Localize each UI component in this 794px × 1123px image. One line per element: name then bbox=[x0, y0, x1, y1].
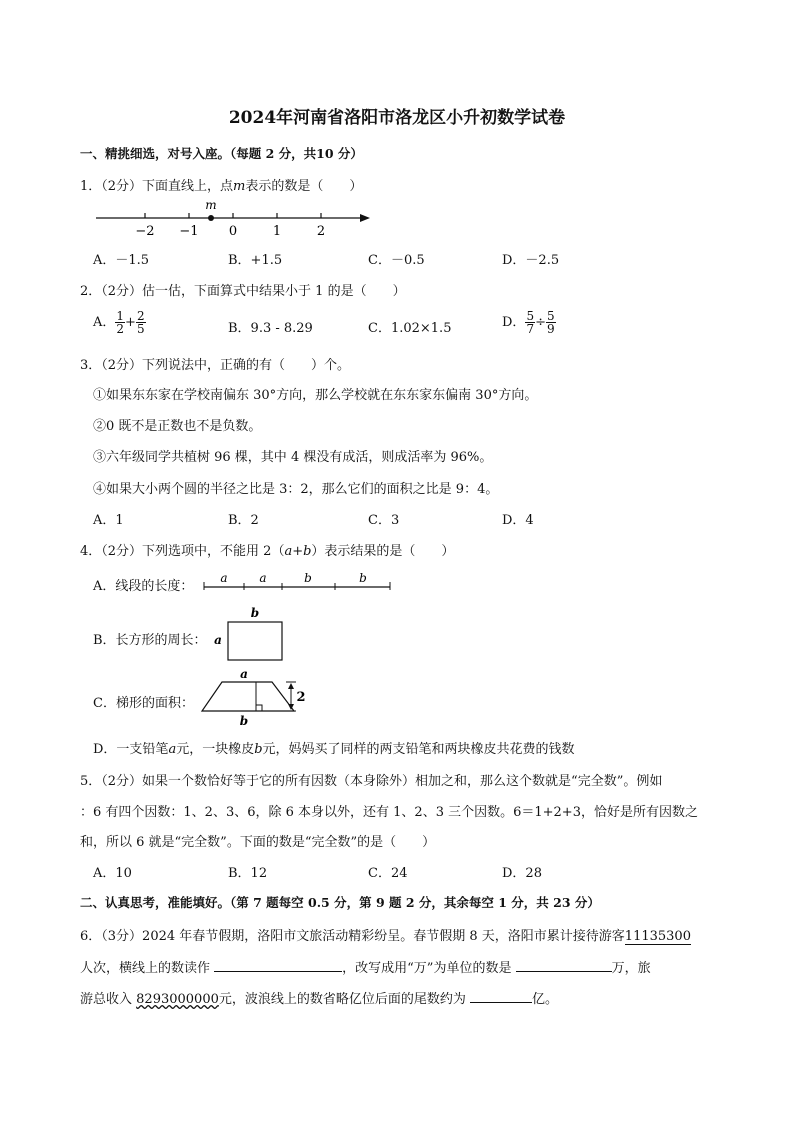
question-3-stem: 3．（2分）下列说法中，正确的有（ ）个。 bbox=[80, 358, 351, 373]
number-line bbox=[90, 195, 380, 245]
q2-option-c[interactable]: C．1.02×1.5 bbox=[368, 321, 452, 336]
q3-statement-3: ③六年级同学共植树 96 棵，其中 4 棵没有成活，则成活率为 96%。 bbox=[93, 450, 493, 465]
q2-option-b[interactable]: B．9.3 - 8.29 bbox=[228, 321, 313, 336]
blank-read-number[interactable] bbox=[214, 957, 342, 972]
visitor-count: 11135300 bbox=[624, 929, 691, 944]
question-6-line-3: 游总收入 8293000000元，波浪线上的数省略亿位后面的尾数约为 亿。 bbox=[80, 988, 558, 1007]
q3-statement-1: ①如果东东家在学校南偏东 30°方向，那么学校就在东东家东偏南 30°方向。 bbox=[93, 388, 538, 403]
q4-option-a[interactable]: A．线段的长度： bbox=[93, 579, 194, 594]
trapezoid-top-label: a bbox=[240, 668, 248, 681]
q5-option-c[interactable]: C．24 bbox=[368, 866, 408, 881]
question-5-line-3: 和，所以 6 就是“完全数”。下面的数是“完全数”的是（ ） bbox=[80, 835, 436, 850]
q5-option-b[interactable]: B．12 bbox=[228, 866, 268, 881]
number-line-tick-label: 0 bbox=[228, 224, 238, 239]
number-line-tick-label: 1 bbox=[272, 224, 282, 239]
question-5-line-2: ：6 有四个因数：1、2、3、6，除 6 本身以外，还有 1、2、3 三个因数。6＝1+2+3，恰好是所有因数之 bbox=[80, 805, 698, 820]
number-line-tick-label: 2 bbox=[316, 224, 326, 239]
rectangle-side-a: a bbox=[214, 633, 222, 647]
question-1-stem: 1．（2分）下面直线上，点m表示的数是（ ） bbox=[80, 179, 363, 194]
segment-label-3: b bbox=[304, 571, 312, 585]
question-6-line-1: 6．（3分）2024 年春节假期，洛阳市文旅活动精彩纷呈。春节假期 8 天，洛阳市累计接待游客11135300 bbox=[80, 929, 691, 944]
section-heading-2: 二、认真思考，准能填好。（第 7 题每空 0.5 分，第 9 题 2 分，其余每空 1 分，共 23 分） bbox=[80, 895, 600, 910]
revenue-number: 8293000000 bbox=[136, 992, 219, 1007]
trapezoid-bottom-label: b bbox=[239, 714, 249, 728]
blank-wan-unit[interactable] bbox=[516, 957, 612, 972]
question-5-line-1: 5．（2分）如果一个数恰好等于它的所有因数（本身除外）相加之和，那么这个数就是“完全数”。例如 bbox=[80, 774, 663, 789]
q4-option-b[interactable]: B．长方形的周长： bbox=[93, 633, 207, 648]
question-4-stem: 4．（2分）下列选项中，不能用 2（a+b）表示结果的是（ ） bbox=[80, 544, 455, 559]
trapezoid-height-label: 2 bbox=[296, 690, 306, 705]
segment-diagram bbox=[200, 568, 395, 594]
q1-option-c[interactable]: C．－0.5 bbox=[368, 253, 425, 268]
q3-option-c[interactable]: C．3 bbox=[368, 513, 400, 528]
number-line-point-label: m bbox=[205, 198, 217, 212]
number-line-tick-label: −1 bbox=[179, 224, 199, 239]
trapezoid-diagram bbox=[198, 668, 308, 730]
question-6-line-2: 人次，横线上的数读作 ，改写成用“万”为单位的数是 万，旅 bbox=[80, 957, 651, 976]
segment-label-4: b bbox=[359, 571, 367, 585]
rectangle-diagram bbox=[210, 602, 290, 664]
q5-option-a[interactable]: A．10 bbox=[93, 866, 132, 881]
q2-option-d[interactable]: D． $\frac{5}{7}$ ÷ $\frac{5}{9}$ bbox=[502, 309, 555, 336]
q3-statement-4: ④如果大小两个圆的半径之比是 3：2，那么它们的面积之比是 9：4。 bbox=[93, 482, 499, 497]
segment-label-1: a bbox=[220, 571, 228, 585]
q4-option-d[interactable]: D．一支铅笔a元，一块橡皮b元，妈妈买了同样的两支铅笔和两块橡皮共花费的钱数 bbox=[93, 742, 575, 757]
q1-option-b[interactable]: B．+1.5 bbox=[228, 253, 283, 268]
q3-option-b[interactable]: B．2 bbox=[228, 513, 259, 528]
q2-option-a[interactable]: A． $\frac{1}{2}$ + $\frac{2}{5}$ bbox=[93, 309, 145, 336]
section-heading-1: 一、精挑细选，对号入座。（每题 2 分，共10 分） bbox=[80, 146, 363, 161]
number-line-tick-label: −2 bbox=[135, 224, 155, 239]
q1-option-a[interactable]: A．－1.5 bbox=[93, 253, 150, 268]
q4-option-c[interactable]: C．梯形的面积： bbox=[93, 696, 194, 711]
segment-label-2: a bbox=[259, 571, 267, 585]
page-title: 2024年河南省洛阳市洛龙区小升初数学试卷 bbox=[228, 108, 566, 128]
rectangle-side-b: b bbox=[250, 606, 260, 620]
question-2-stem: 2．（2分）估一估，下面算式中结果小于 1 的是（ ） bbox=[80, 284, 406, 299]
q5-option-d[interactable]: D．28 bbox=[502, 866, 542, 881]
q3-option-d[interactable]: D．4 bbox=[502, 513, 534, 528]
number-line-point-m bbox=[208, 215, 214, 221]
blank-yi-estimate[interactable] bbox=[470, 988, 532, 1003]
q1-option-d[interactable]: D．－2.5 bbox=[502, 253, 560, 268]
q3-statement-2: ②0 既不是正数也不是负数。 bbox=[93, 419, 262, 434]
q3-option-a[interactable]: A．1 bbox=[93, 513, 124, 528]
